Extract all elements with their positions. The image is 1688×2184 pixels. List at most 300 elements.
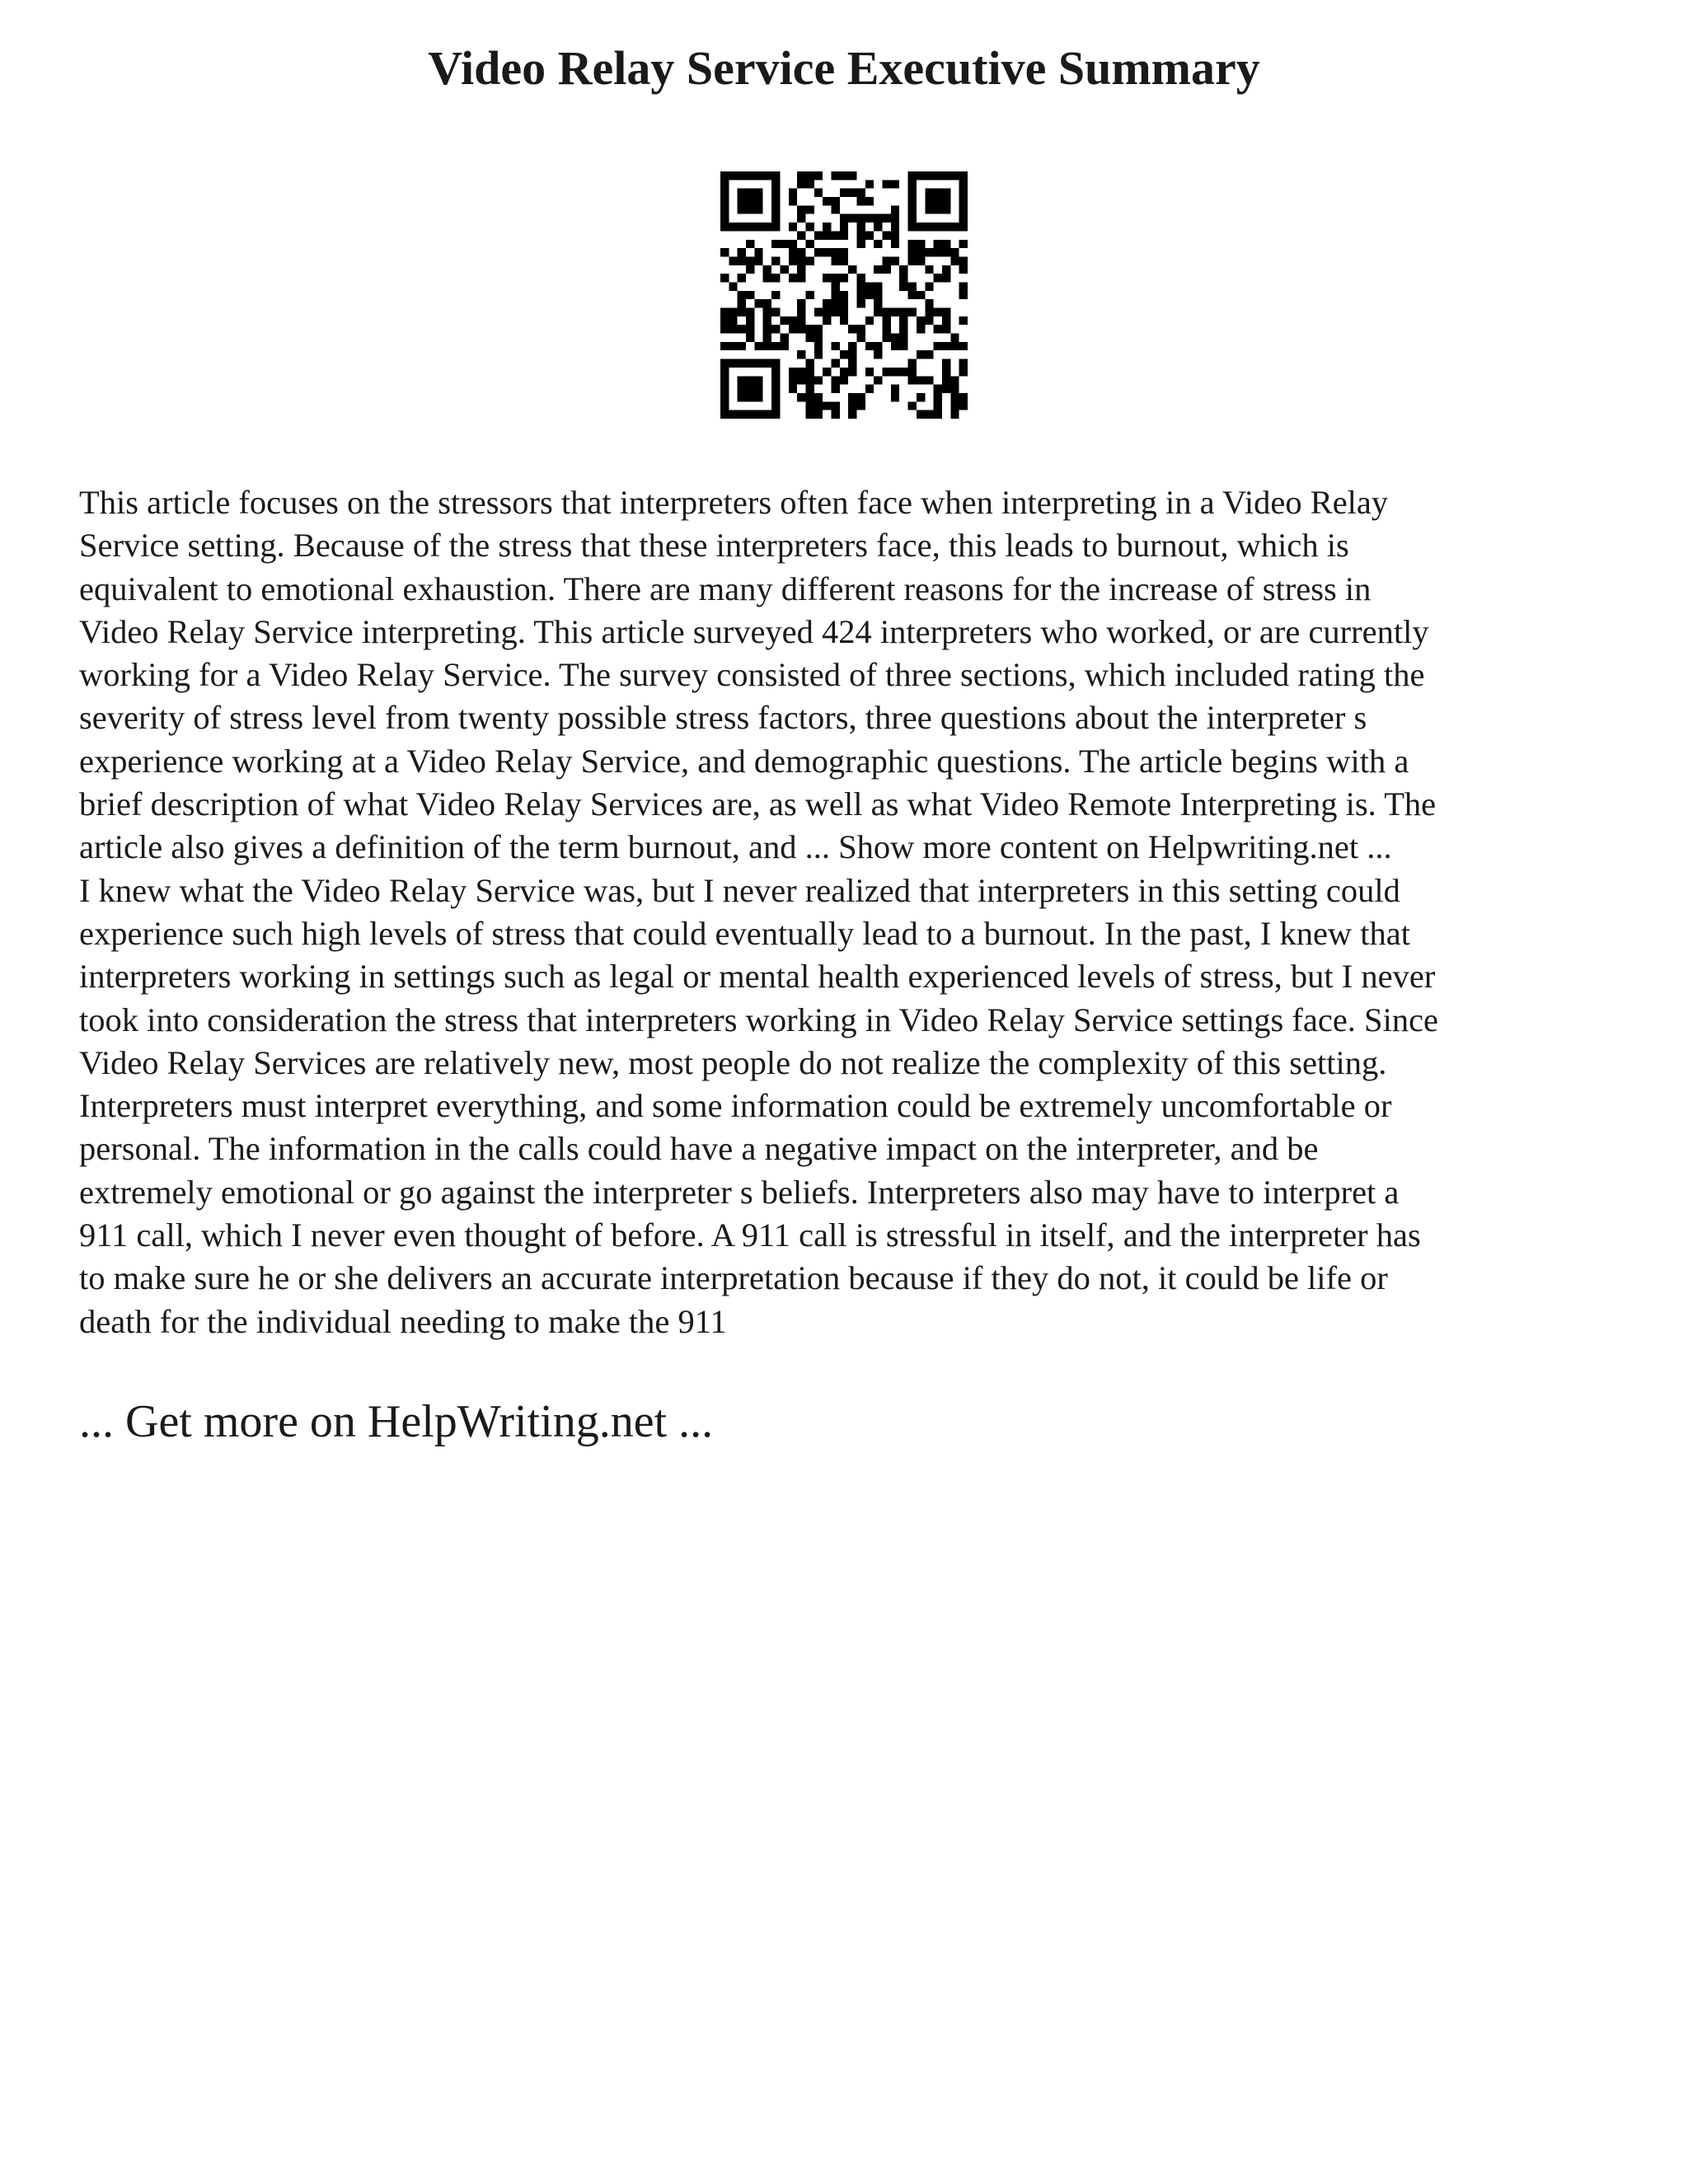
qr-module [959, 256, 968, 265]
qr-module [840, 368, 848, 376]
qr-module [857, 299, 865, 307]
qr-module [883, 256, 891, 265]
qr-module [950, 223, 959, 231]
qr-module [729, 223, 737, 231]
qr-module [959, 316, 968, 325]
qr-module [738, 205, 746, 213]
qr-module [899, 282, 907, 290]
qr-module [934, 385, 942, 393]
qr-module [865, 197, 874, 205]
qr-module [925, 248, 933, 256]
qr-module [754, 342, 762, 350]
qr-module [934, 223, 942, 231]
qr-module [942, 240, 950, 248]
qr-module [823, 299, 831, 307]
qr-module [754, 376, 762, 384]
qr-module [746, 197, 754, 205]
qr-module [891, 393, 899, 401]
qr-module [891, 205, 899, 213]
qr-module [942, 223, 950, 231]
qr-module [738, 308, 746, 316]
qr-module [754, 171, 762, 180]
qr-module [874, 308, 882, 316]
qr-module [848, 171, 856, 180]
qr-module [805, 393, 814, 401]
qr-module [797, 299, 805, 307]
qr-module [959, 223, 968, 231]
qr-module [908, 359, 917, 368]
qr-module [720, 401, 729, 410]
qr-module [908, 180, 917, 188]
qr-module [720, 205, 729, 213]
qr-module [746, 410, 754, 419]
qr-module [746, 265, 754, 274]
qr-module [891, 223, 899, 231]
qr-module [865, 368, 874, 376]
qr-module [891, 240, 899, 248]
qr-module [771, 180, 780, 188]
article-summary-text: This article focuses on the stressors that interpreters often face when interpreting in a Video Relay Service setting. Because of the stress that these interpreters face, this leads to burnout, which is equivalent to emotional exhaustion. There are many different reasons for the increase of stress in Video Relay Service interpreting. This article surveyed 424 interpreters who worked, or are currently working for a Video Relay Service. The survey consisted of three sections, which included rating the severity of stress level from twenty possible stress factors, three questions about the interpreter s experience working at a Video Relay Service, and demographic questions. The article begins with a brief description of what Video Relay Services are, as well as what Video Remote Interpreting is. The article also gives a definition of the term burnout, and ... Show more content on Helpwriting.net ... I knew what the Video Relay Service was, but I never realized that interpreters in this setting could experience such high levels of stress that could eventually lead to a burnout. In the past, I knew that interpreters working in settings such as legal or mental health experienced levels of stress, but I never took into consideration the stress that interpreters working in Video Relay Service settings face. Since Video Relay Services are relatively new, most people do not realize the complexity of this setting. Interpreters must interpret everything, and some information could be extremely uncomfortable or personal. The information in the calls could have a negative impact on the interpreter, and be extremely emotional or go against the interpreter s beliefs. Interpreters also may have to interpret a 911 call, which I never even thought of before. A 911 call is stressful in itself, and the interpreter has to make sure he or she delivers an accurate interpretation because if they do not, it could be life or death for the individual needing to make the 911 [79, 484, 1439, 1340]
qr-module [720, 368, 729, 376]
qr-module [805, 359, 814, 368]
qr-module [831, 231, 839, 239]
qr-module [874, 214, 882, 223]
qr-module [874, 282, 882, 290]
qr-module [908, 171, 917, 180]
qr-module [823, 316, 831, 325]
qr-module [848, 350, 856, 359]
qr-module [720, 359, 729, 368]
qr-module [746, 189, 754, 197]
qr-module [899, 316, 907, 325]
qr-module [831, 197, 839, 205]
qr-module [840, 376, 848, 384]
qr-module [891, 385, 899, 393]
qr-module [771, 359, 780, 368]
qr-module [840, 189, 848, 197]
qr-module [797, 274, 805, 282]
qr-module [720, 342, 729, 350]
qr-module [908, 223, 917, 231]
qr-module [848, 368, 856, 376]
qr-module [925, 308, 933, 316]
qr-module [950, 401, 959, 410]
qr-module [840, 256, 848, 265]
qr-module [814, 342, 823, 350]
qr-module [874, 240, 882, 248]
qr-module [823, 401, 831, 410]
qr-module [797, 376, 805, 384]
qr-module [959, 291, 968, 299]
qr-module [848, 189, 856, 197]
qr-module [831, 171, 839, 180]
qr-module [831, 274, 839, 282]
qr-module [746, 240, 754, 248]
qr-module [780, 342, 788, 350]
qr-module [925, 189, 933, 197]
qr-module [950, 376, 959, 384]
qr-module [789, 223, 797, 231]
qr-module [789, 248, 797, 256]
qr-module [797, 325, 805, 333]
qr-module [840, 291, 848, 299]
qr-module [754, 248, 762, 256]
qr-module [797, 256, 805, 265]
qr-module [959, 214, 968, 223]
qr-module [925, 282, 933, 290]
qr-module [959, 205, 968, 213]
qr-module [959, 180, 968, 188]
qr-module [848, 410, 856, 419]
qr-module [746, 205, 754, 213]
qr-module [771, 291, 780, 299]
qr-module [754, 205, 762, 213]
qr-module [771, 274, 780, 282]
qr-module [729, 410, 737, 419]
qr-module [789, 256, 797, 265]
qr-module [840, 274, 848, 282]
qr-module [857, 282, 865, 290]
qr-module [917, 171, 925, 180]
qr-module [720, 248, 729, 256]
qr-module [771, 189, 780, 197]
qr-module [917, 393, 925, 401]
qr-module [797, 180, 805, 188]
qr-module [883, 334, 891, 342]
qr-module [814, 248, 823, 256]
qr-module [857, 189, 865, 197]
qr-module [720, 316, 729, 325]
qr-code-icon[interactable] [720, 171, 968, 419]
qr-module [891, 214, 899, 223]
qr-module [934, 171, 942, 180]
qr-module [814, 376, 823, 384]
qr-module [797, 231, 805, 239]
qr-module [738, 248, 746, 256]
qr-module [950, 256, 959, 265]
qr-module [950, 393, 959, 401]
qr-module [797, 205, 805, 213]
qr-module [942, 385, 950, 393]
qr-module [942, 265, 950, 274]
qr-module [917, 350, 925, 359]
qr-module [738, 376, 746, 384]
qr-module [771, 223, 780, 231]
qr-module [746, 256, 754, 265]
qr-module [857, 291, 865, 299]
qr-module [754, 359, 762, 368]
qr-module [959, 189, 968, 197]
qr-module [729, 359, 737, 368]
qr-module [738, 299, 746, 307]
qr-module [771, 197, 780, 205]
qr-module [848, 393, 856, 401]
qr-module [797, 214, 805, 223]
qr-module [831, 248, 839, 256]
qr-module [908, 376, 917, 384]
qr-module [738, 197, 746, 205]
qr-module [925, 205, 933, 213]
qr-module [959, 342, 968, 350]
qr-module [925, 376, 933, 384]
qr-module [831, 359, 839, 368]
qr-module [865, 180, 874, 188]
qr-module [720, 385, 729, 393]
qr-module [891, 368, 899, 376]
qr-module [874, 299, 882, 307]
qr-module [789, 385, 797, 393]
qr-module [831, 205, 839, 213]
qr-module [746, 359, 754, 368]
qr-module [891, 256, 899, 265]
qr-module [797, 171, 805, 180]
qr-module [771, 171, 780, 180]
qr-module [814, 325, 823, 333]
qr-module [942, 205, 950, 213]
qr-module [925, 299, 933, 307]
qr-module [763, 308, 771, 316]
qr-module [729, 171, 737, 180]
qr-module [805, 180, 814, 188]
qr-module [891, 342, 899, 350]
qr-module [797, 368, 805, 376]
qr-module [857, 393, 865, 401]
qr-module [789, 376, 797, 384]
qr-module [950, 385, 959, 393]
qr-module [950, 410, 959, 419]
qr-module [805, 240, 814, 248]
qr-module [754, 299, 762, 307]
qr-module [797, 265, 805, 274]
qr-module [789, 240, 797, 248]
qr-module [831, 256, 839, 265]
qr-module [805, 376, 814, 384]
qr-module [857, 240, 865, 248]
qr-module [720, 393, 729, 401]
qr-module [908, 214, 917, 223]
get-more-link[interactable]: ... Get more on HelpWriting.net ... [79, 1396, 714, 1447]
qr-module [805, 385, 814, 393]
qr-module [934, 248, 942, 256]
qr-module [746, 385, 754, 393]
qr-module [874, 342, 882, 350]
qr-module [831, 291, 839, 299]
qr-module [738, 393, 746, 401]
qr-module [789, 325, 797, 333]
qr-module [874, 376, 882, 384]
qr-module [908, 189, 917, 197]
qr-module [771, 393, 780, 401]
qr-module [883, 214, 891, 223]
qr-module [925, 171, 933, 180]
qr-module [738, 274, 746, 282]
qr-module [763, 171, 771, 180]
qr-module [805, 325, 814, 333]
qr-module [763, 359, 771, 368]
qr-module [746, 393, 754, 401]
qr-module [942, 274, 950, 282]
qr-module [908, 197, 917, 205]
qr-module [848, 214, 856, 223]
qr-module [805, 401, 814, 410]
qr-module [771, 385, 780, 393]
qr-module [959, 368, 968, 376]
qr-module [754, 385, 762, 393]
qr-module [857, 197, 865, 205]
qr-module [814, 393, 823, 401]
qr-module [942, 376, 950, 384]
qr-module [771, 376, 780, 384]
qr-module [934, 308, 942, 316]
qr-module [959, 393, 968, 401]
qr-module [950, 171, 959, 180]
qr-module [720, 410, 729, 419]
qr-module [942, 316, 950, 325]
qr-module [840, 223, 848, 231]
qr-module [891, 231, 899, 239]
qr-module [883, 180, 891, 188]
qr-module [763, 342, 771, 350]
qr-module [763, 334, 771, 342]
qr-module [805, 334, 814, 342]
qr-module [865, 291, 874, 299]
qr-module [942, 325, 950, 333]
qr-module [899, 265, 907, 274]
qr-module [720, 274, 729, 282]
qr-module [840, 214, 848, 223]
qr-module [831, 308, 839, 316]
qr-module [959, 359, 968, 368]
qr-module [925, 223, 933, 231]
qr-module [763, 274, 771, 282]
qr-module [780, 240, 788, 248]
qr-module [805, 410, 814, 419]
qr-module [823, 223, 831, 231]
qr-module [831, 401, 839, 410]
qr-module [840, 299, 848, 307]
qr-module [942, 171, 950, 180]
qr-module [883, 325, 891, 333]
qr-module [934, 197, 942, 205]
qr-module [917, 316, 925, 325]
qr-module [917, 240, 925, 248]
qr-module [814, 171, 823, 180]
qr-module [823, 248, 831, 256]
qr-module [754, 256, 762, 265]
qr-module [797, 350, 805, 359]
qr-module [729, 282, 737, 290]
qr-module [857, 334, 865, 342]
qr-module [771, 214, 780, 223]
qr-module [942, 342, 950, 350]
qr-module [942, 197, 950, 205]
qr-module [771, 410, 780, 419]
qr-module [771, 308, 780, 316]
qr-module [925, 197, 933, 205]
qr-module [917, 223, 925, 231]
qr-module [917, 376, 925, 384]
qr-module [831, 376, 839, 384]
qr-module [942, 368, 950, 376]
qr-module [865, 214, 874, 223]
qr-module [950, 248, 959, 256]
qr-module [925, 316, 933, 325]
qr-module [934, 325, 942, 333]
qr-module [899, 342, 907, 350]
qr-module [857, 401, 865, 410]
qr-module [899, 368, 907, 376]
qr-module [754, 189, 762, 197]
qr-module [746, 291, 754, 299]
qr-module [848, 342, 856, 350]
qr-module [789, 316, 797, 325]
qr-module [840, 350, 848, 359]
qr-module [934, 274, 942, 282]
qr-module [857, 325, 865, 333]
qr-module [823, 231, 831, 239]
qr-module [899, 308, 907, 316]
qr-module [754, 223, 762, 231]
qr-module [746, 171, 754, 180]
qr-module [934, 393, 942, 401]
qr-module [771, 325, 780, 333]
qr-module [891, 180, 899, 188]
qr-module [840, 308, 848, 316]
qr-module [934, 401, 942, 410]
qr-module [874, 265, 882, 274]
qr-module [780, 265, 788, 274]
qr-module [823, 308, 831, 316]
qr-module [814, 231, 823, 239]
qr-module [917, 291, 925, 299]
qr-module [865, 282, 874, 290]
qr-module [729, 308, 737, 316]
qr-module [805, 223, 814, 231]
qr-module [805, 291, 814, 299]
qr-module [738, 325, 746, 333]
qr-module [934, 342, 942, 350]
qr-module [865, 342, 874, 350]
qr-module [720, 214, 729, 223]
qr-module [857, 274, 865, 282]
qr-module [814, 401, 823, 410]
qr-module [883, 316, 891, 325]
qr-module [908, 308, 917, 316]
qr-module [942, 359, 950, 368]
qr-module [959, 197, 968, 205]
qr-module [746, 334, 754, 342]
qr-module [805, 256, 814, 265]
qr-module [917, 325, 925, 333]
qr-module [848, 325, 856, 333]
qr-module [763, 316, 771, 325]
qr-module [823, 197, 831, 205]
qr-module [883, 308, 891, 316]
qr-module [934, 410, 942, 419]
qr-module [797, 316, 805, 325]
qr-module [738, 385, 746, 393]
qr-module [831, 385, 839, 393]
qr-module [831, 299, 839, 307]
qr-module [805, 368, 814, 376]
qr-module [899, 325, 907, 333]
qr-module [771, 342, 780, 350]
qr-module [797, 308, 805, 316]
qr-module [814, 334, 823, 342]
qr-module [763, 265, 771, 274]
qr-module [831, 282, 839, 290]
qr-module [814, 410, 823, 419]
